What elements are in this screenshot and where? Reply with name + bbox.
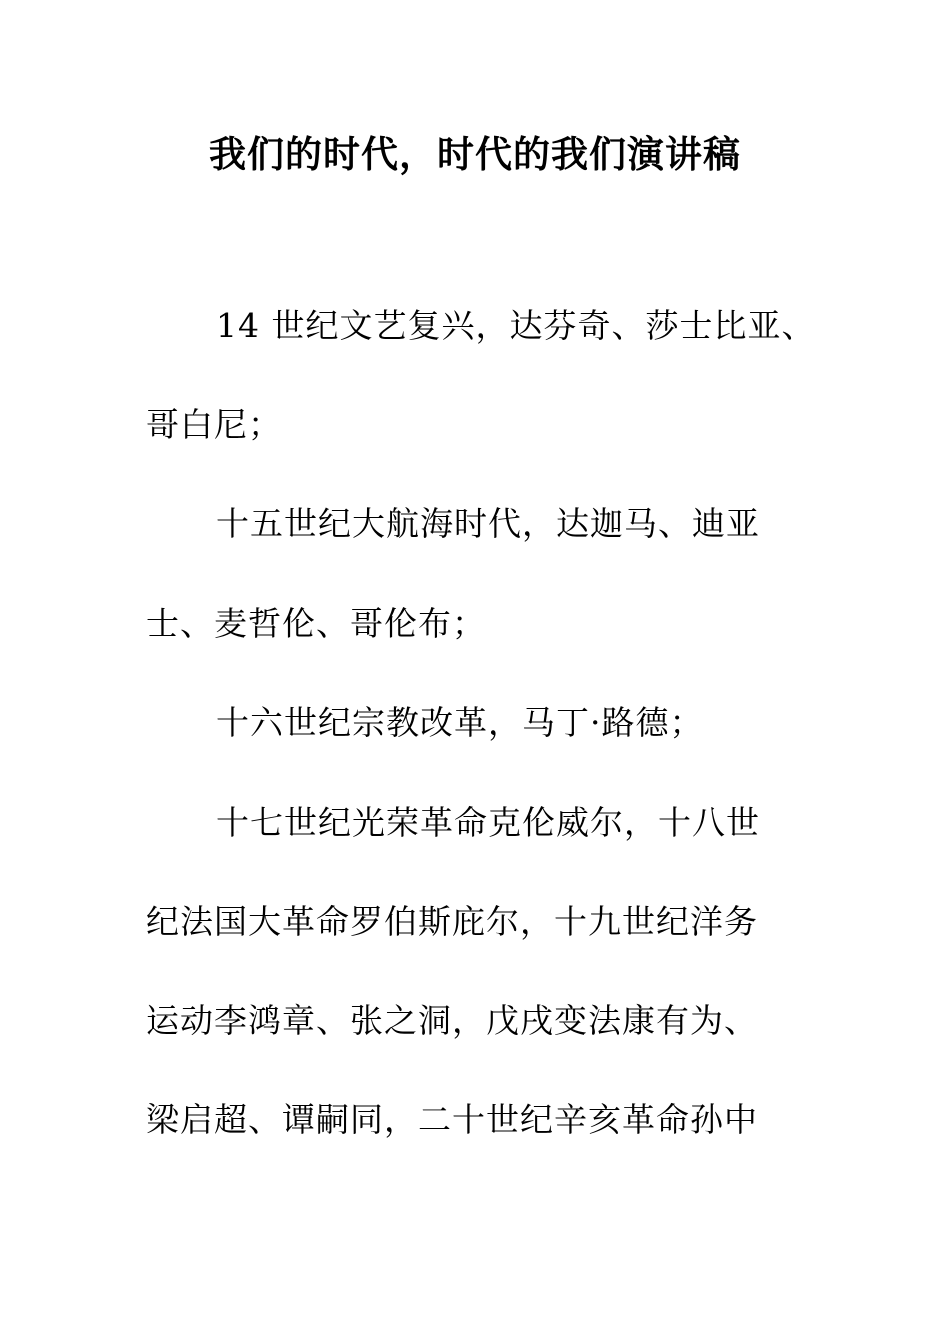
paragraph-line-6: 十七世纪光荣革命克伦威尔，十八世 bbox=[216, 803, 760, 842]
document-title: 我们的时代，时代的我们演讲稿 bbox=[209, 132, 741, 176]
paragraph-line-4: 士、麦哲伦、哥伦布； bbox=[146, 604, 486, 643]
paragraph-line-5: 十六世纪宗教改革，马丁·路德； bbox=[216, 703, 704, 742]
paragraph-line-3: 十五世纪大航海时代，达迦马、迪亚 bbox=[216, 504, 760, 543]
paragraph-line-8: 运动李鸿章、张之洞，戊戌变法康有为、 bbox=[146, 1001, 758, 1040]
paragraph-line-9: 梁启超、谭嗣同，二十世纪辛亥革命孙中 bbox=[146, 1100, 758, 1139]
paragraph-line-2: 哥白尼； bbox=[146, 405, 282, 444]
paragraph-line-7: 纪法国大革命罗伯斯庇尔，十九世纪洋务 bbox=[146, 902, 758, 941]
paragraph-line-1: 14 世纪文艺复兴，达芬奇、莎士比亚、 bbox=[216, 306, 816, 345]
